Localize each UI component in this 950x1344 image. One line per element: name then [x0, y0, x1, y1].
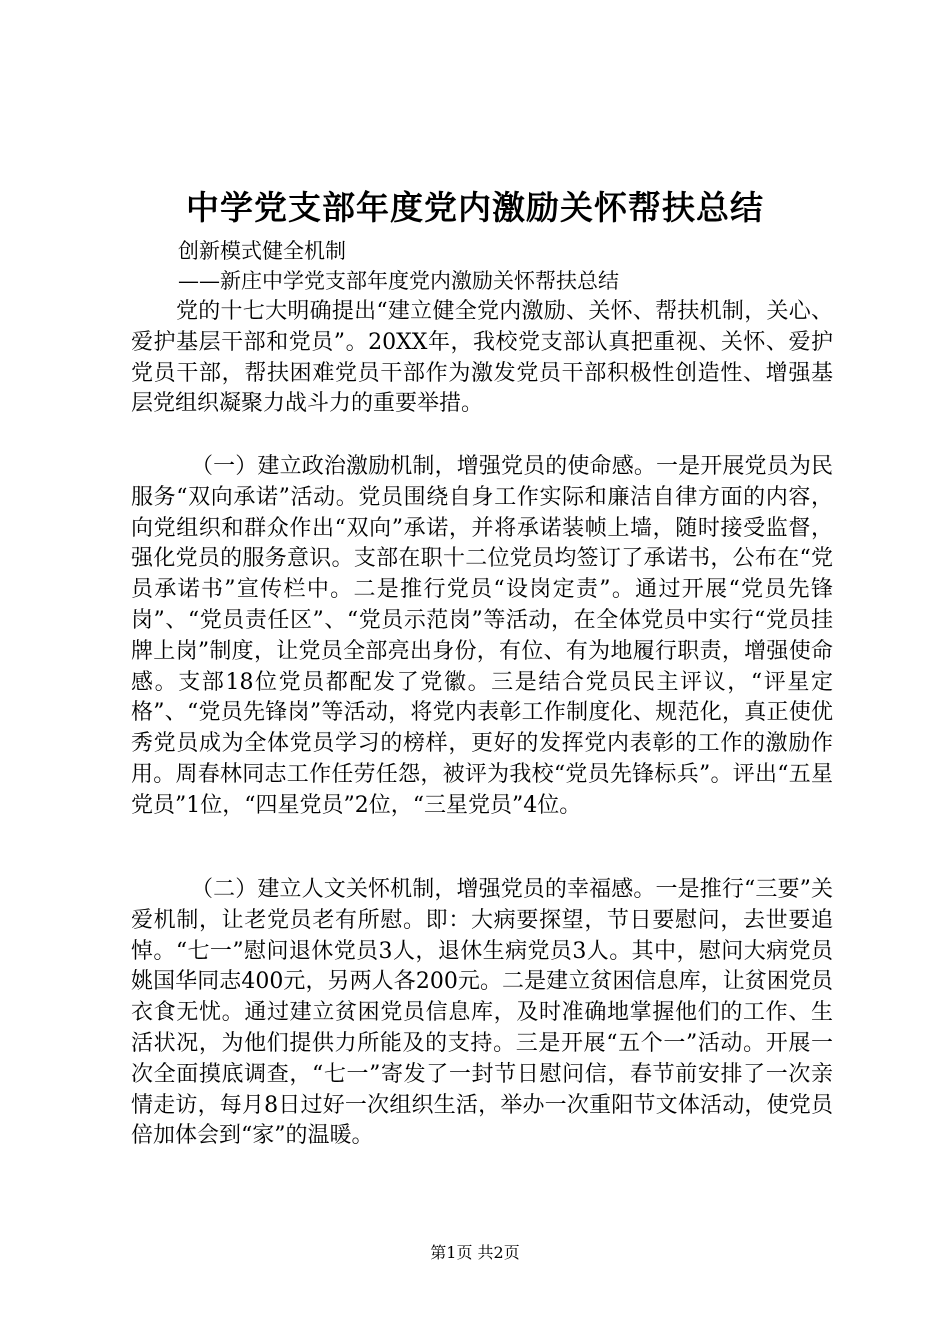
paragraph-political-incentive: （一）建立政治激励机制，增强党员的使命感。一是开展党员为民服务“双向承诺”活动。党员围绕自身工作实际和廉洁自律方面的内容，向党组织和群众作出“双向”承诺，并将承诺装帧上墙，随时接受监督，强化党员的服务意识。支部在职十二位党员均签订了承诺书，公布在“党员承诺书”宣传栏中。二是推行党员“设岗定责”。通过开展“党员先锋岗”、“党员责任区”、“党员示范岗”等活动，在全体党员中实行“党员挂牌上岗”制度，让党员全部亮出身份，有位、有为地履行职责，增强使命感。支部18位党员都配发了党徽。三是结合党员民主评议，“评星定格”、“党员先锋岗”等活动，将党内表彰工作制度化、规范化，真正使优秀党员成为全体党员学习的榜样，更好的发挥党内表彰的工作的激励作用。周春林同志工作任劳任怨，被评为我校“党员先锋标兵”。评出“五星党员”1位，“四星党员”2位，“三星党员”4位。 [131, 454, 833, 818]
document-subtitle: 创新模式健全机制 [178, 239, 346, 263]
document-title: 中学党支部年度党内激励关怀帮扶总结 [186, 188, 764, 227]
paragraph-humanistic-care: （二）建立人文关怀机制，增强党员的幸福感。一是推行“三要”关爱机制，让老党员老有所慰。即：大病要探望，节日要慰问，去世要追悼。“七一”慰问退休党员3人，退休生病党员3人。其中，慰问大病党员姚国华同志400元，另两人各200元。二是建立贫困信息库，让贫困党员衣食无忧。通过建立贫困党员信息库，及时准确地掌握他们的工作、生活状况，为他们提供力所能及的支持。三是开展“五个一”活动。开展一次全面摸底调查，“七一”寄发了一封节日慰问信，春节前安排了一次亲情走访，每月8日过好一次组织生活，举办一次重阳节文体活动，使党员倍加体会到“家”的温暖。 [131, 877, 833, 1149]
document-subtitle-secondary: ——新庄中学党支部年度党内激励关怀帮扶总结 [178, 269, 619, 293]
paragraph-intro: 党的十七大明确提出“建立健全党内激励、关怀、帮扶机制，关心、爱护基层干部和党员”。20XX年，我校党支部认真把重视、关怀、爱护党员干部，帮扶困难党员干部作为激发党员干部积极性创造性、增强基层党组织凝聚力战斗力的重要举措。 [131, 299, 833, 417]
page-footer: 第1页 共2页 [430, 1243, 520, 1262]
